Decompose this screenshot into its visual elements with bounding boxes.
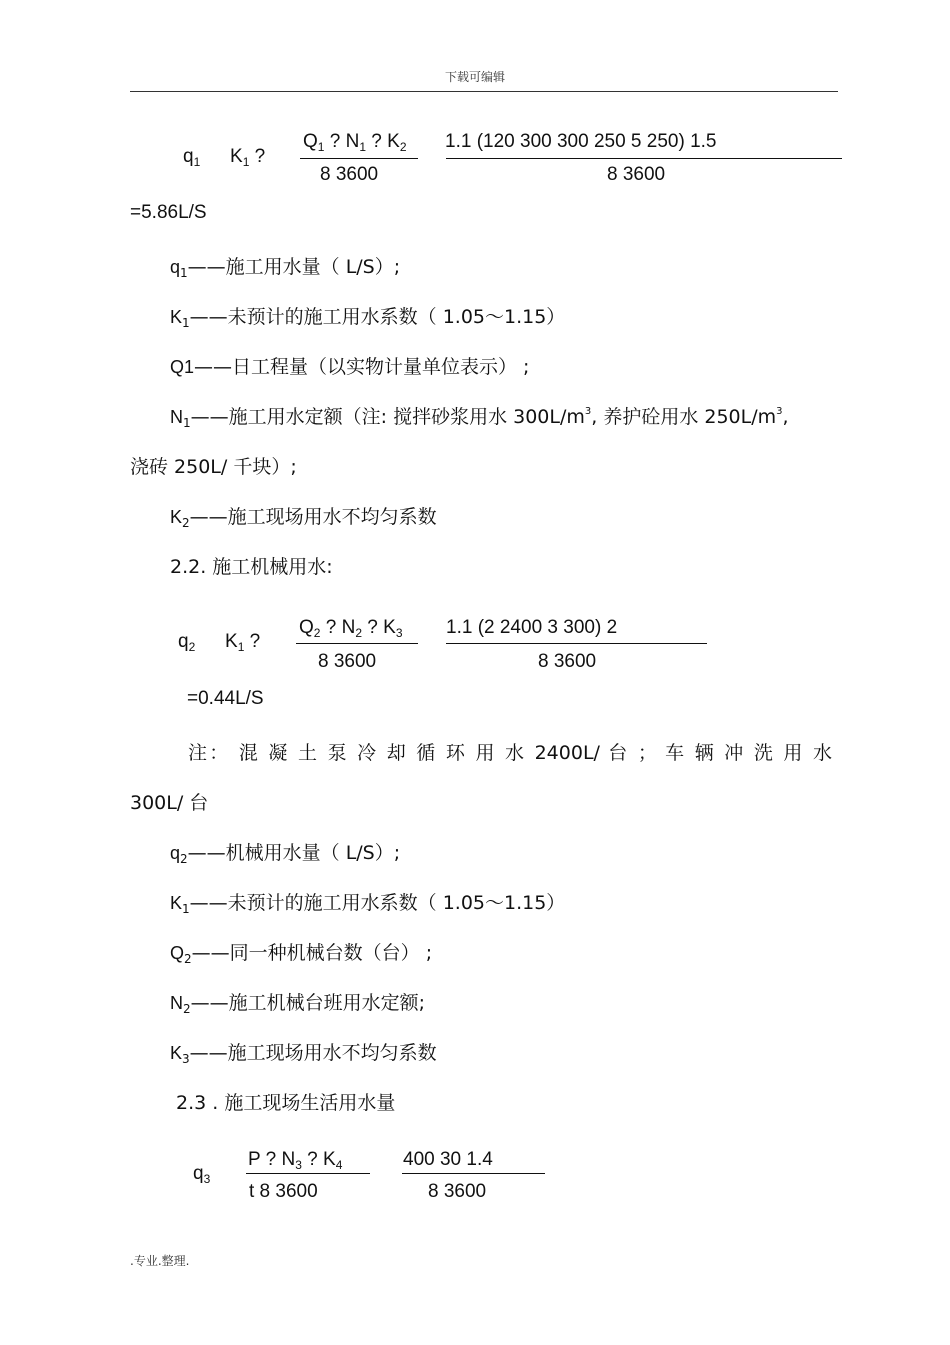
definition-k1-2: $K_1——$未预计的施工用水系数（ 1.05～1.15） <box>170 892 566 916</box>
formula-3-numerator-2: 400 30 1.4 <box>403 1149 493 1170</box>
definition-q2: $q_2——$机械用水量（ L/S）; <box>170 842 401 866</box>
formula-2-fraction-bar-1 <box>296 643 418 644</box>
definition-k2: $K_2——$施工现场用水不均匀系数 <box>170 506 437 530</box>
formula-3-fraction-bar-2 <box>402 1173 545 1174</box>
formula-1-numerator-1: $Q_1$ ? $N_1$ ? $K_2$ <box>303 131 407 154</box>
section-heading-2-3: 2.3 . 施工现场生活用水量 <box>176 1092 396 1114</box>
section-heading-2-2: 2.2. 施工机械用水: <box>170 556 333 578</box>
formula-1-numerator-2: 1.1 (120 300 300 250 5 250) 1.5 <box>445 131 717 152</box>
formula-3-denominator-2: 8 3600 <box>428 1181 487 1202</box>
formula-1-denominator-1: 8 3600 <box>320 164 379 185</box>
formula-3-numerator-1: P ? $N_3$ ? $K_4$ <box>248 1149 343 1172</box>
definition-n1: $N_1——$施工用水定额（注: 搅拌砂浆用水 $300L/m^3$, 养护砼用水 $250L/m^3$, <box>170 406 789 430</box>
formula-2-numerator-2: 1.1 (2 2400 3 300) 2 <box>446 617 618 638</box>
formula-2-denominator-1: 8 3600 <box>318 651 377 672</box>
definition-k1: $K_1——$未预计的施工用水系数（ 1.05～1.15） <box>170 306 566 330</box>
formula-3-denominator-1: t 8 3600 <box>249 1181 318 1202</box>
formula-2-result: =0.44L/S <box>187 688 264 709</box>
page-header: 下载可编辑 <box>444 70 505 84</box>
formula-1-fraction-bar-1 <box>300 158 418 159</box>
formula-1-lhs-k: $K_1$ ? <box>230 146 266 169</box>
formula-1-denominator-2: 8 3600 <box>607 164 666 185</box>
formula-2-lhs-q: $q_2$ <box>178 631 196 654</box>
page-footer: .专业.整理. <box>130 1254 190 1268</box>
note-line-2: 300L/ 台 <box>130 792 209 814</box>
formula-1-lhs-q: $q_1$ <box>183 146 201 169</box>
formula-2-denominator-2: 8 3600 <box>538 651 597 672</box>
formula-2-fraction-bar-2 <box>446 643 707 644</box>
formula-2-numerator-1: $Q_2$ ? $N_2$ ? $K_3$ <box>299 617 403 640</box>
definition-k3: $K_3——$施工现场用水不均匀系数 <box>170 1042 437 1066</box>
note-line-1: 注： 混 凝 土 泵 冷 却 循 环 用 水 2400L/ 台 ； 车 辆 冲 洗 用 水 <box>188 742 832 764</box>
definition-Q2: $Q_2——$同一种机械台数（台） ; <box>170 942 433 966</box>
header-rule <box>130 91 838 92</box>
definition-Q1: Q1——日工程量（以实物计量单位表示） ; <box>170 356 530 378</box>
formula-3-fraction-bar-1 <box>246 1173 370 1174</box>
formula-1-result: =5.86L/S <box>130 202 207 223</box>
formula-2-lhs-k: $K_1$ ? <box>225 631 261 654</box>
definition-n1-continued: 浇砖 250L/ 千块）; <box>130 456 297 478</box>
formula-3-lhs-q: $q_3$ <box>193 1163 211 1186</box>
definition-q1: $q_1——$施工用水量（ L/S）; <box>170 256 401 280</box>
formula-1-fraction-bar-2 <box>446 158 842 159</box>
definition-n2: $N_2——$施工机械台班用水定额; <box>170 992 426 1016</box>
